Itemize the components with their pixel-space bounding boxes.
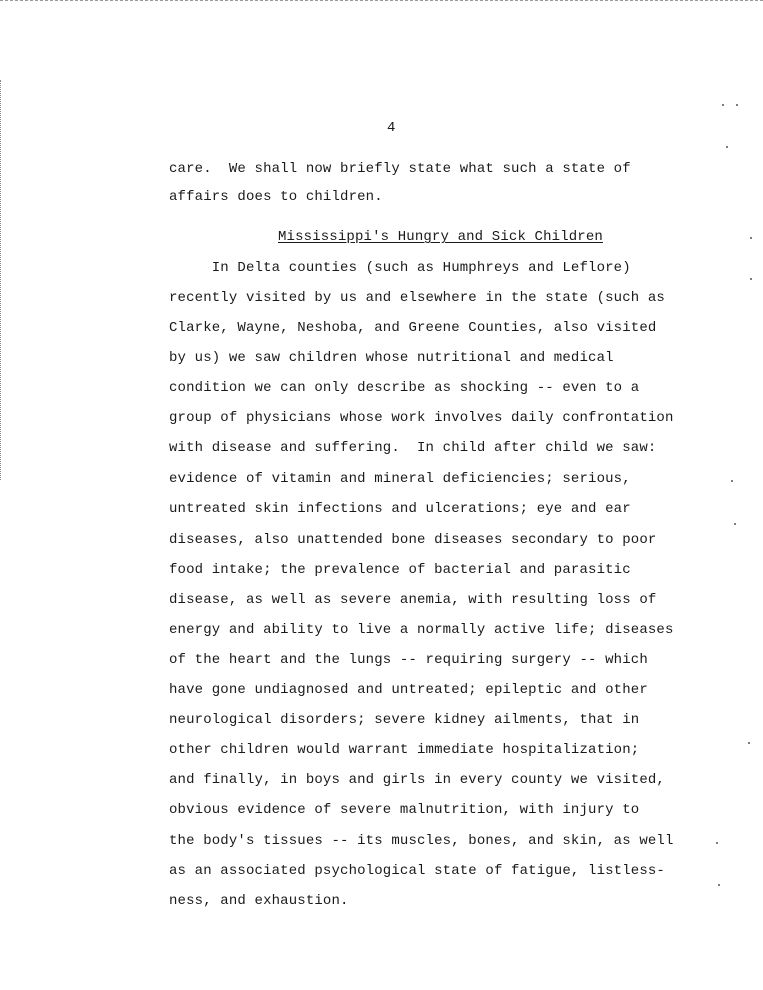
text-line: and finally, in boys and girls in every county we visited, [169, 772, 665, 788]
text-line: affairs does to children. [169, 189, 383, 205]
scan-speck [722, 104, 724, 106]
text-line: evidence of vitamin and mineral deficiencies; serious, [169, 471, 631, 487]
scan-speck [718, 884, 720, 886]
scan-speck [736, 104, 738, 106]
text-line: recently visited by us and elsewhere in the state (such as [169, 290, 665, 306]
text-line: have gone undiagnosed and untreated; epileptic and other [169, 682, 648, 698]
text-line: other children would warrant immediate hospitalization; [169, 742, 640, 758]
scan-speck [748, 742, 750, 744]
text-line: untreated skin infections and ulcerations; eye and ear [169, 501, 631, 517]
text-line: food intake; the prevalence of bacterial and parasitic [169, 562, 631, 578]
text-line: condition we can only describe as shocking -- even to a [169, 380, 640, 396]
text-line: neurological disorders; severe kidney ailments, that in [169, 712, 640, 728]
text-line: by us) we saw children whose nutritional and medical [169, 350, 614, 366]
scan-speck [750, 237, 752, 239]
text-line: disease, as well as severe anemia, with resulting loss of [169, 592, 657, 608]
text-line: as an associated psychological state of fatigue, listless- [169, 863, 665, 879]
scan-speck [726, 146, 728, 148]
text-line: obvious evidence of severe malnutrition, with injury to [169, 802, 640, 818]
text-line: diseases, also unattended bone diseases secondary to poor [169, 532, 657, 548]
scan-speck [716, 842, 718, 844]
scan-speck [734, 523, 736, 525]
text-line: of the heart and the lungs -- requiring surgery -- which [169, 652, 648, 668]
scan-speck [731, 480, 733, 482]
scan-edge-top [0, 0, 763, 4]
text-line: care. We shall now briefly state what such a state of [169, 161, 631, 177]
text-line: ness, and exhaustion. [169, 893, 349, 909]
section-heading: Mississippi's Hungry and Sick Children [278, 229, 603, 245]
text-line: group of physicians whose work involves daily confrontation [169, 410, 674, 426]
scan-edge-left [0, 80, 3, 480]
text-line: In Delta counties (such as Humphreys and Leflore) [169, 260, 631, 276]
scan-speck [750, 278, 752, 280]
text-line: Clarke, Wayne, Neshoba, and Greene Counties, also visited [169, 320, 657, 336]
page-number: 4 [387, 120, 396, 136]
text-line: the body's tissues -- its muscles, bones, and skin, as well [169, 833, 674, 849]
text-line: energy and ability to live a normally active life; diseases [169, 622, 674, 638]
text-line: with disease and suffering. In child after child we saw: [169, 440, 657, 456]
